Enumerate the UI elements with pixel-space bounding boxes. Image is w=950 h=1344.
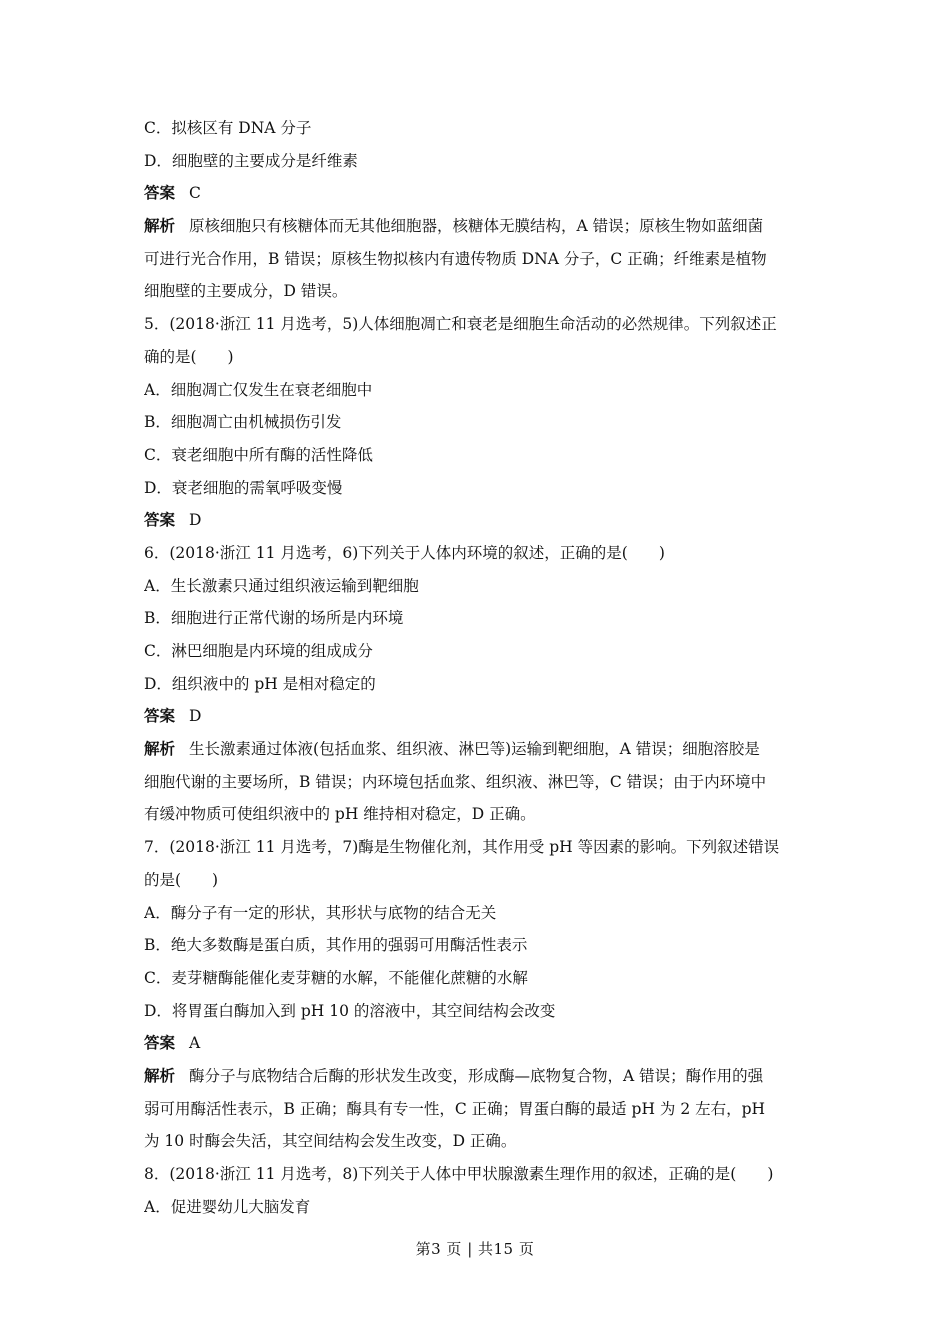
text-line [144,668,810,701]
answer-label: 答案 [144,706,176,726]
line-text: 生长激素通过体液(包括血浆、组织液、淋巴等)运输到靶细胞，A 错误；细胞溶胶是 [189,740,760,759]
text-line [144,635,810,668]
text-line [144,308,810,341]
text-line [144,472,810,505]
text-line [144,406,810,439]
line-text: C．麦芽糖酶能催化麦芽糖的水解，不能催化蔗糖的水解 [144,968,528,987]
text-line [144,145,810,178]
text-line [144,798,810,831]
answer-line [144,177,810,210]
text-line [144,570,810,603]
text-line [144,1125,810,1158]
text-line [144,341,810,374]
text-line [144,1158,810,1191]
answer-label: 答案 [144,1033,176,1053]
line-text: A．酶分子有一定的形状，其形状与底物的结合无关 [144,903,497,922]
text-line [144,374,810,407]
line-text: 弱可用酶活性表示，B 正确；酶具有专一性，C 正确；胃蛋白酶的最适 pH 为 2 左右，pH [144,1099,766,1118]
answer-label: 答案 [144,183,176,203]
text-line [144,537,810,570]
line-text: 有缓冲物质可使组织液中的 pH 维持相对稳定，D 正确。 [144,805,536,824]
line-text: D [189,511,202,530]
line-text: D．细胞壁的主要成分是纤维素 [144,151,358,170]
line-text: 酶分子与底物结合后酶的形状发生改变，形成酶—底物复合物，A 错误；酶作用的强 [189,1066,764,1085]
text-line [144,831,810,864]
explanation-line [144,733,810,766]
line-text: C．衰老细胞中所有酶的活性降低 [144,445,373,464]
explanation-label: 解析 [144,739,176,759]
line-text: D [189,707,202,726]
text-line [144,995,810,1028]
line-text: 5．(2018·浙江 11 月选考，5)人体细胞凋亡和衰老是细胞生命活动的必然规律。下列叙述正 [144,315,777,334]
text-line [144,864,810,897]
line-text: 细胞壁的主要成分，D 错误。 [144,282,348,301]
line-text: 细胞代谢的主要场所，B 错误；内环境包括血浆、组织液、淋巴等，C 错误；由于内环境中 [144,772,767,791]
line-text: A [189,1034,201,1053]
line-text: B．细胞凋亡由机械损伤引发 [144,413,342,432]
line-text: C．拟核区有 DNA 分子 [144,119,312,137]
text-line [144,766,810,799]
text-line [144,962,810,995]
line-text: 6．(2018·浙江 11 月选考，6)下列关于人体内环境的叙述，正确的是( ) [144,543,665,562]
text-line [144,439,810,472]
line-text: 确的是( ) [144,347,234,366]
text-line [144,1191,810,1224]
explanation-label: 解析 [144,216,176,236]
explanation-label: 解析 [144,1065,176,1085]
answer-line [144,1027,810,1060]
text-line [144,243,810,276]
line-text: 原核细胞只有核糖体而无其他细胞器，核糖体无膜结构，A 错误；原核生物如蓝细菌 [189,217,764,236]
text-line [144,897,810,930]
explanation-line [144,210,810,243]
page-content [144,112,810,1223]
text-line [144,275,810,308]
explanation-line [144,1060,810,1093]
line-text: D．将胃蛋白酶加入到 pH 10 的溶液中，其空间结构会改变 [144,1001,556,1020]
answer-line [144,504,810,537]
line-text: D．衰老细胞的需氧呼吸变慢 [144,478,343,497]
line-text: A．促进婴幼儿大脑发育 [144,1197,311,1216]
line-text: 7．(2018·浙江 11 月选考，7)酶是生物催化剂，其作用受 pH 等因素的影响。下列叙述错误 [144,838,780,857]
line-text: C．淋巴细胞是内环境的组成成分 [144,642,373,660]
line-text: C [189,184,201,203]
answer-line [144,700,810,733]
line-text: 的是( ) [144,870,219,889]
line-text: B．绝大多数酶是蛋白质，其作用的强弱可用酶活性表示 [144,936,528,955]
text-line [144,112,810,145]
line-text: B．细胞进行正常代谢的场所是内环境 [144,609,404,628]
page-footer: 第3 页 | 共15 页 [415,1240,535,1258]
answer-label: 答案 [144,510,176,530]
line-text: A．细胞凋亡仅发生在衰老细胞中 [144,380,373,399]
line-text: 可进行光合作用，B 错误；原核生物拟核内有遗传物质 DNA 分子，C 正确；纤维素是植物 [144,249,767,268]
text-line [144,929,810,962]
line-text: 8．(2018·浙江 11 月选考，8)下列关于人体中甲状腺激素生理作用的叙述，正确的是( ) [144,1165,774,1183]
line-text: A．生长激素只通过组织液运输到靶细胞 [144,576,419,595]
line-text: 为 10 时酶会失活，其空间结构会发生改变，D 正确。 [144,1132,517,1151]
line-text: D．组织液中的 pH 是相对稳定的 [144,674,376,693]
text-line [144,602,810,635]
text-line [144,1093,810,1126]
